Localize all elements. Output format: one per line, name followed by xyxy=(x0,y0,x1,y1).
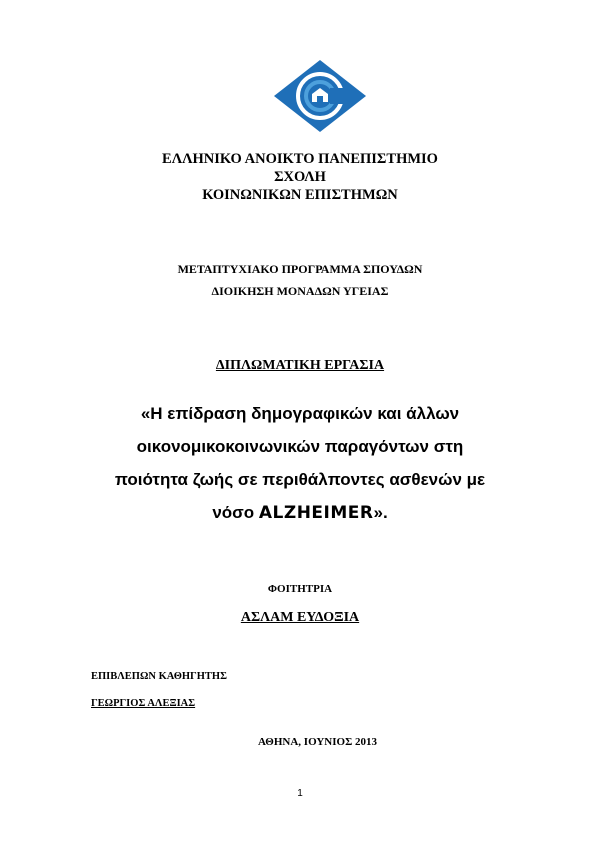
program-name: ΜΕΤΑΠΤΥΧΙΑΚΟ ΠΡΟΓΡΑΜΜΑ ΣΠΟΥΔΩΝ xyxy=(177,262,423,276)
school-name: ΚΟΙΝΩΝΙΚΩΝ ΕΠΙΣΤΗΜΩΝ xyxy=(202,187,398,203)
title-highlight-word: ALZHEIMER xyxy=(258,503,374,523)
school-label: ΣΧΟΛΗ xyxy=(274,169,326,185)
supervisor-name: ΓΕΩΡΓΙΟΣ ΑΛΕΞΙΑΣ xyxy=(91,698,196,709)
thesis-title xyxy=(0,397,600,530)
title-line-1: «Η επίδραση δημογραφικών και άλλων xyxy=(140,404,460,423)
place-date: ΑΘΗΝΑ, ΙΟΥΝΙΟΣ 2013 xyxy=(258,736,378,748)
title-line-4-prefix: νόσο xyxy=(212,503,259,522)
title-line-4 xyxy=(0,496,600,530)
thesis-heading: ΔΙΠΛΩΜΑΤΙΚΗ ΕΡΓΑΣΙΑ xyxy=(215,358,385,373)
eap-logo-icon xyxy=(272,58,368,134)
student-name: ΑΣΛΑΜ ΕΥΔΟΞΙΑ xyxy=(240,610,360,625)
institution-block xyxy=(0,150,600,204)
title-line-4-suffix: ». xyxy=(373,503,388,522)
program-block xyxy=(0,258,600,302)
supervisor-label: ΕΠΙΒΛΕΠΩΝ ΚΑΘΗΓΗΤΗΣ xyxy=(91,671,227,682)
page-number: 1 xyxy=(297,788,303,799)
title-line-3: ποιότητα ζωής σε περιθάλποντες ασθενών με xyxy=(114,470,486,489)
program-specialization: ΔΙΟΙΚΗΣΗ ΜΟΝΑΔΩΝ ΥΓΕΙΑΣ xyxy=(211,284,389,298)
university-name: ΕΛΛΗΝΙΚΟ ΑΝΟΙΚΤΟ ΠΑΝΕΠΙΣΤΗΜΙΟ xyxy=(162,151,438,167)
title-line-2: οικονομικοκοινωνικών παραγόντων στη xyxy=(136,437,464,456)
student-label: ΦΟΙΤΗΤΡΙΑ xyxy=(267,583,333,595)
